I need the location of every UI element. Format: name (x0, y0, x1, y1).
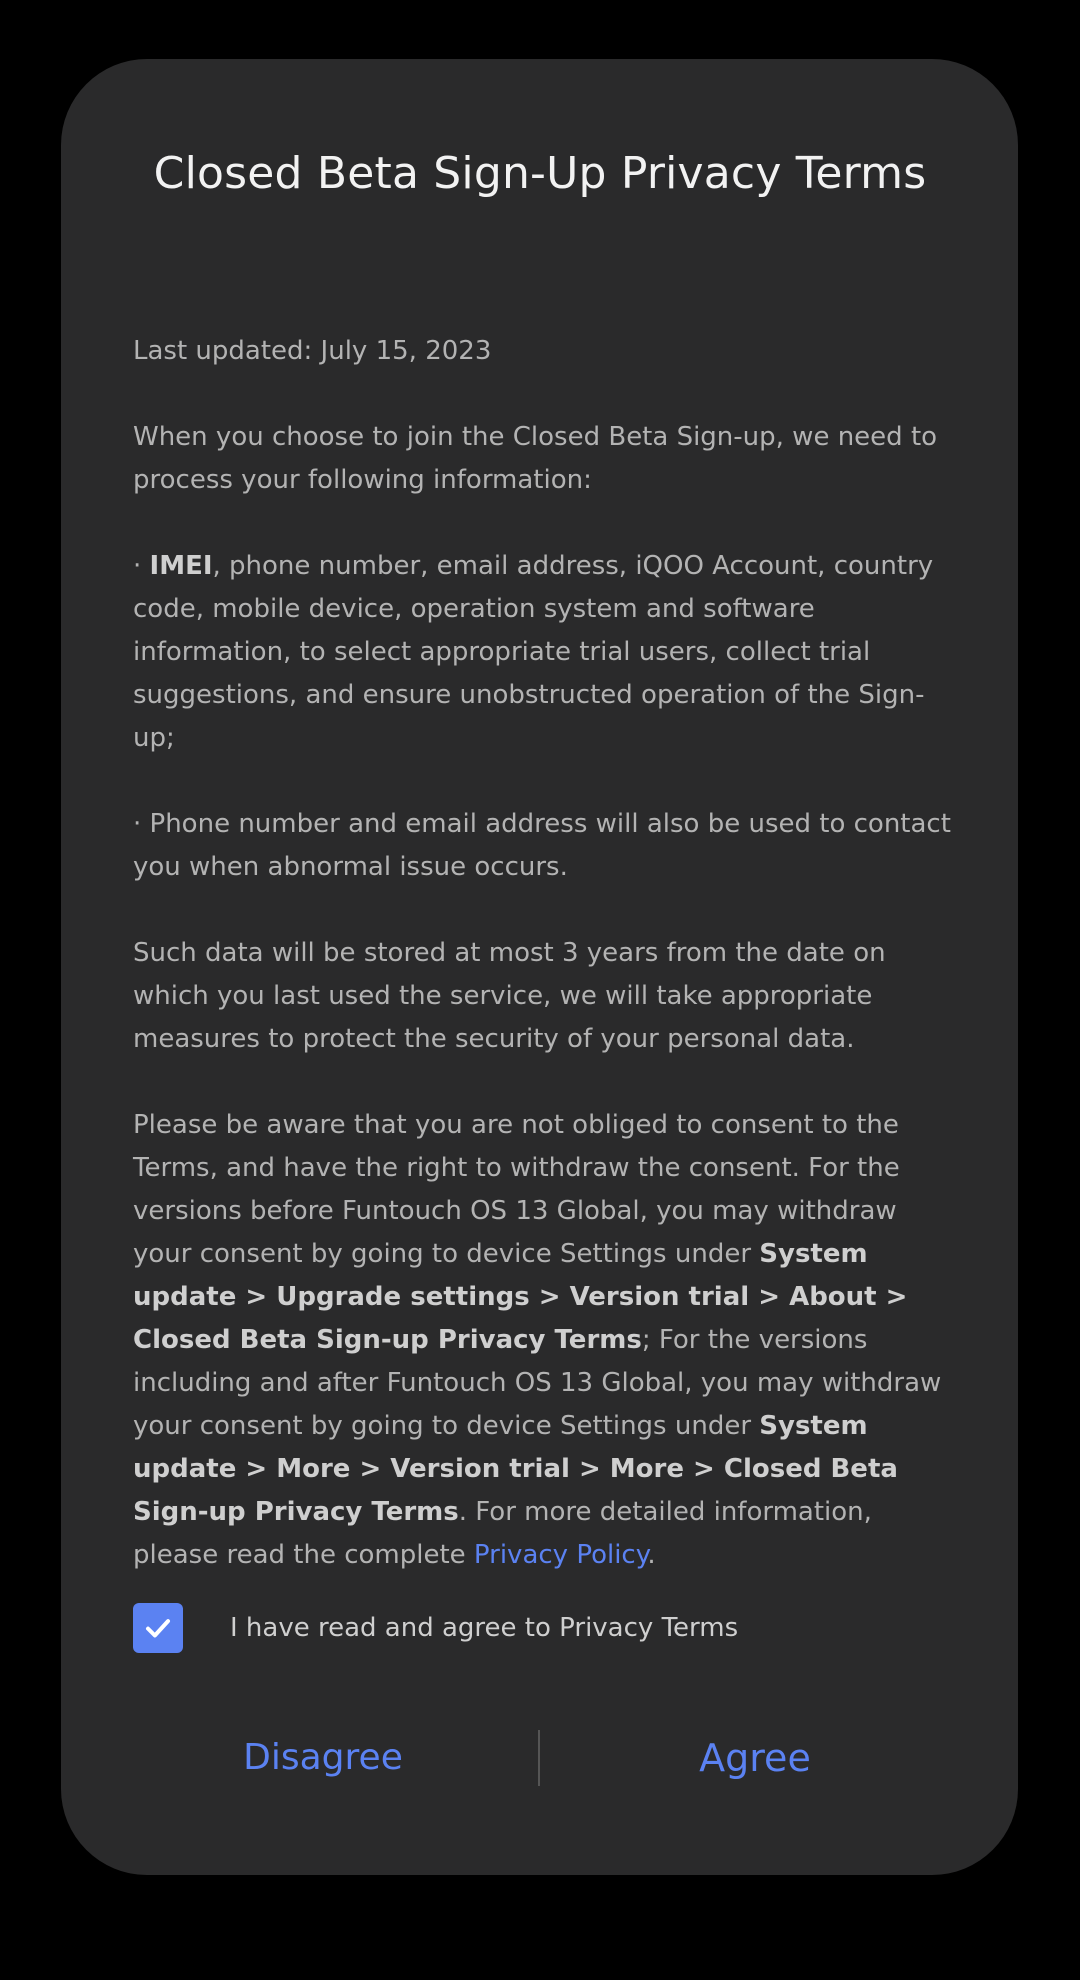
withdraw-text-3: . For more detailed information, please read the complete (133, 1497, 872, 1570)
terms-body (133, 330, 953, 1620)
disagree-button[interactable]: Disagree (133, 1728, 513, 1788)
withdraw-path-1: System update > Upgrade settings > Version trial > About > Closed Beta Sign-up Privacy Terms (133, 1239, 908, 1355)
agree-button[interactable]: Agree (565, 1728, 945, 1788)
consent-label: I have read and agree to Privacy Terms (230, 1613, 739, 1643)
consent-checkbox[interactable] (133, 1603, 183, 1653)
privacy-policy-link[interactable]: Privacy Policy (473, 1540, 648, 1570)
check-icon (143, 1613, 173, 1643)
withdraw-paragraph (133, 1104, 953, 1577)
bullet-imei-rest: , phone number, email address, iQOO Account, country code, mobile device, operation system and software information, to select appropriate trial users, collect trial suggestions, and ensure unobstructed operation of the Sign-up; (133, 551, 934, 753)
withdraw-end: . (647, 1540, 656, 1570)
retention-paragraph: Such data will be stored at most 3 years from the date on which you last used the service, we will take appropriate measures to protect the security of your personal data. (133, 938, 886, 1054)
bullet-imei (133, 545, 953, 760)
bullet-imei-bold: IMEI (149, 551, 213, 581)
withdraw-text-1: Please be aware that you are not obliged to consent to the Terms, and have the right to withdraw the consent. For the versions before Funtouch OS 13 Global, you may withdraw your consent by going to device Settings under (133, 1110, 900, 1269)
withdraw-text-2: ; For the versions including and after Funtouch OS 13 Global, you may withdraw your consent by going to device Settings under (133, 1325, 942, 1441)
intro-paragraph: When you choose to join the Closed Beta Sign-up, we need to process your following information: (133, 422, 938, 495)
dialog-title: Closed Beta Sign-Up Privacy Terms (153, 148, 927, 199)
button-divider (538, 1730, 540, 1786)
withdraw-path-2: System update > More > Version trial > More > Closed Beta Sign-up Privacy Terms (133, 1411, 898, 1527)
dialog-actions (133, 1728, 948, 1788)
last-updated-text: Last updated: July 15, 2023 (133, 336, 492, 366)
consent-row[interactable] (133, 1604, 738, 1652)
bullet-imei-prefix: · (133, 551, 150, 581)
bullet-contact: · Phone number and email address will also be used to contact you when abnormal issue occurs. (133, 809, 951, 882)
